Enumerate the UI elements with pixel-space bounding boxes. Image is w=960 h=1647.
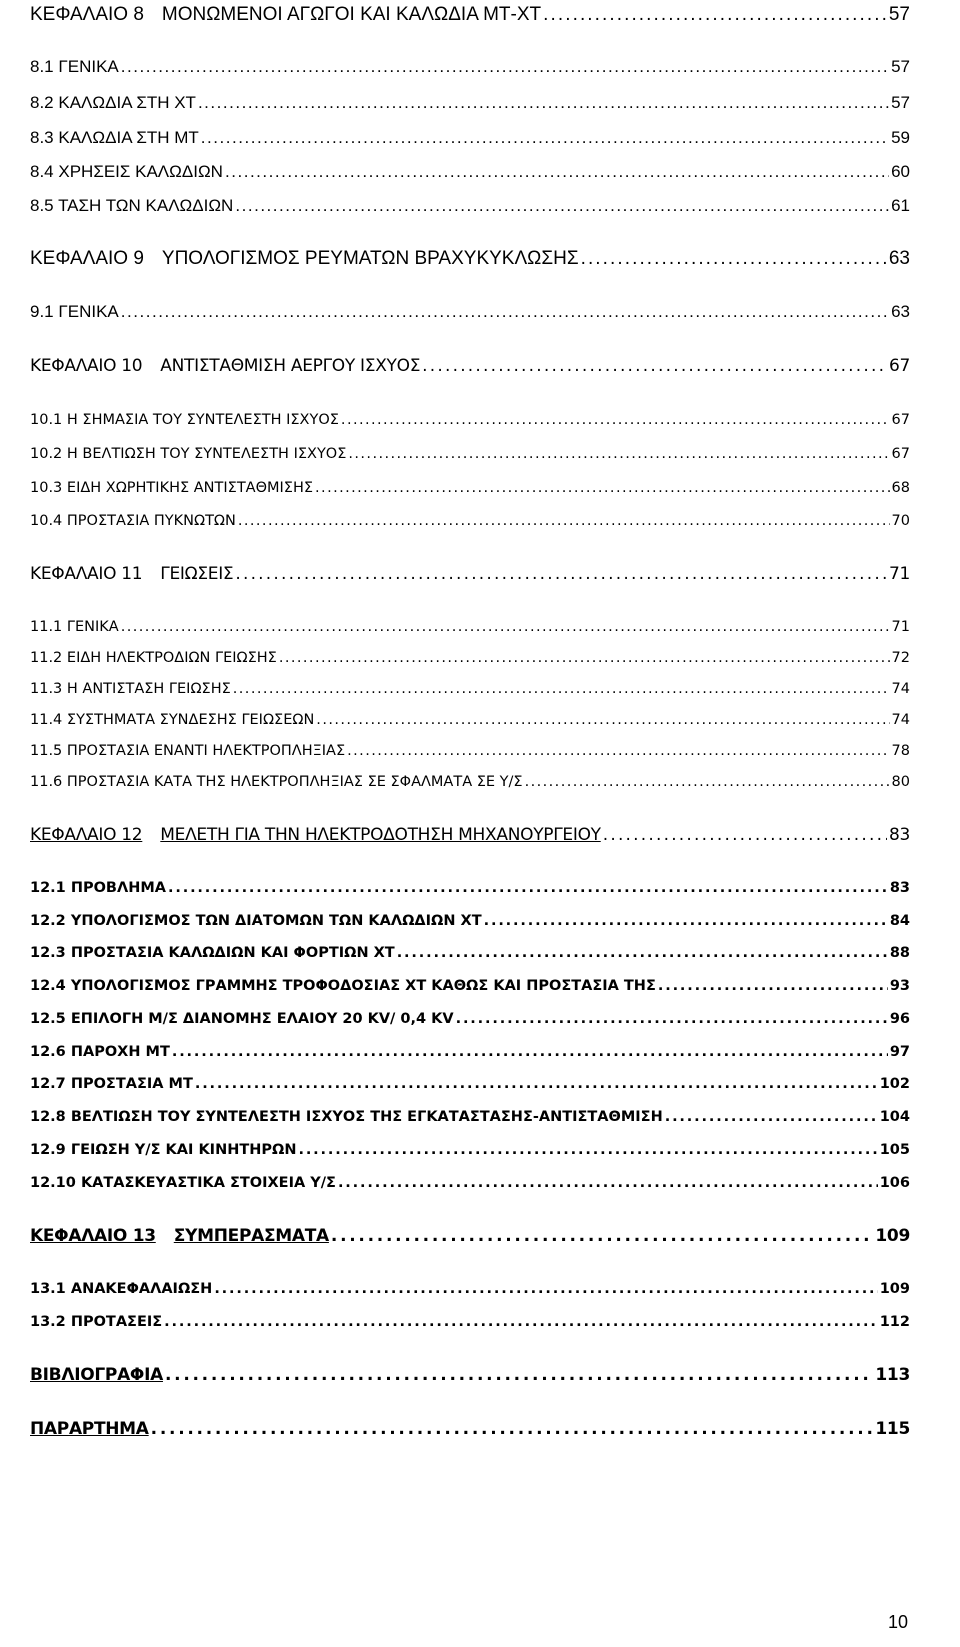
leader-dots	[121, 297, 889, 327]
toc-section-title: ΤΑΣΗ ΤΩΝ ΚΑΛΩΔΙΩΝ	[58, 196, 234, 215]
toc-page-number: 72	[891, 650, 910, 666]
toc-page-number: 67	[888, 356, 910, 376]
toc-section-number: 12.6	[30, 1044, 66, 1060]
toc-section-number: 10.1	[30, 412, 63, 428]
leader-dots	[315, 473, 890, 503]
toc-page-number: 61	[891, 196, 910, 215]
toc-section-number: 11.4	[30, 712, 63, 728]
leader-dots	[164, 1307, 878, 1337]
toc-entry-12-1[interactable]	[30, 873, 910, 903]
leader-dots	[581, 244, 887, 274]
toc-entry-chapter-11[interactable]	[30, 559, 910, 589]
toc-page-number: 63	[888, 248, 910, 269]
toc-entry-10-3[interactable]	[30, 473, 910, 503]
toc-section-number: 12.2	[30, 913, 66, 929]
toc-entry-12-5[interactable]	[30, 1004, 910, 1034]
toc-entry-bibliography[interactable]	[30, 1360, 910, 1390]
leader-dots	[279, 643, 890, 673]
toc-page-number: 70	[891, 513, 910, 529]
toc-page-number: 112	[879, 1314, 910, 1330]
toc-entry-10-2[interactable]	[30, 439, 910, 469]
leader-dots	[298, 1135, 877, 1165]
toc-section-number: 12.5	[30, 1011, 66, 1027]
leader-dots	[348, 439, 889, 469]
toc-page-number: 83	[889, 880, 910, 896]
leader-dots	[168, 873, 888, 903]
toc-entry-11-5[interactable]	[30, 736, 910, 766]
leader-dots	[235, 191, 889, 221]
toc-entry-chapter-9[interactable]	[30, 244, 910, 274]
toc-section-title: Η ΑΝΤΙΣΤΑΣΗ ΓΕΙΩΣΗΣ	[66, 681, 231, 697]
toc-section-title: ΠΑΡΟΧΗ ΜΤ	[70, 1044, 170, 1060]
toc-page-number: 63	[891, 302, 910, 321]
toc-entry-12-9[interactable]	[30, 1135, 910, 1165]
toc-page-number: 71	[888, 564, 910, 584]
toc-chapter-title: ΒΙΒΛΙΟΓΡΑΦΙΑ	[30, 1365, 163, 1385]
toc-section-title: ΚΑΛΩΔΙΑ ΣΤΗ ΧΤ	[58, 93, 196, 112]
toc-chapter-title: ΣΥΜΠΕΡΑΣΜΑΤΑ	[173, 1226, 329, 1246]
toc-entry-12-6[interactable]	[30, 1037, 910, 1067]
toc-page-number: 109	[879, 1281, 910, 1297]
toc-section-title: ΒΕΛΤΙΩΣΗ ΤΟΥ ΣΥΝΤΕΛΕΣΤΗ ΙΣΧΥΟΣ ΤΗΣ ΕΓΚΑΤΑΣΤΑΣΗΣ-ΑΝΤΙΣΤΑΘΜΙΣΗ	[70, 1109, 663, 1125]
toc-section-title: ΓΕΝΙΚΑ	[66, 619, 119, 635]
toc-section-number: 8.3	[30, 128, 54, 147]
toc-section-number: 11.6	[30, 774, 63, 790]
toc-page-number: 88	[889, 945, 910, 961]
toc-page-number: 68	[891, 480, 910, 496]
leader-dots	[484, 906, 888, 936]
leader-dots	[195, 1069, 878, 1099]
leader-dots	[543, 0, 887, 30]
toc-entry-11-4[interactable]	[30, 705, 910, 735]
toc-page-number: 113	[875, 1365, 910, 1385]
toc-entry-12-7[interactable]	[30, 1069, 910, 1099]
toc-entry-chapter-10[interactable]	[30, 351, 910, 381]
toc-section-title: ΚΑΤΑΣΚΕΥΑΣΤΙΚΑ ΣΤΟΙΧΕΙΑ Υ/Σ	[80, 1175, 336, 1191]
leader-dots	[121, 612, 890, 642]
toc-section-number: 10.3	[30, 480, 63, 496]
toc-entry-10-1[interactable]	[30, 405, 910, 435]
toc-section-title: ΧΡΗΣΕΙΣ ΚΑΛΩΔΙΩΝ	[58, 162, 223, 181]
toc-page-number: 97	[889, 1044, 910, 1060]
leader-dots	[225, 157, 889, 187]
toc-section-number: 11.3	[30, 681, 63, 697]
toc-section-title: ΣΥΣΤΗΜΑΤΑ ΣΥΝΔΕΣΗΣ ΓΕΙΩΣΕΩΝ	[66, 712, 315, 728]
toc-entry-12-2[interactable]	[30, 906, 910, 936]
toc-section-title: ΓΕΙΩΣΗ Υ/Σ ΚΑΙ ΚΙΝΗΤΗΡΩΝ	[70, 1142, 297, 1158]
toc-page-number: 78	[891, 743, 910, 759]
toc-page-number: 80	[891, 774, 910, 790]
toc-page-number: 59	[891, 128, 910, 147]
toc-page-number: 67	[891, 446, 910, 462]
leader-dots	[658, 971, 888, 1001]
toc-section-title: ΑΝΑΚΕΦΑΛΑΙΩΣΗ	[70, 1281, 213, 1297]
toc-section-number: 11.5	[30, 743, 63, 759]
toc-chapter-title: ΑΝΤΙΣΤΑΘΜΙΣΗ ΑΕΡΓΟΥ ΙΣΧΥΟΣ	[160, 356, 421, 376]
toc-section-number: 8.4	[30, 162, 54, 181]
toc-section-title: ΠΡΟΣΤΑΣΙΑ ΜΤ	[70, 1076, 193, 1092]
toc-page-number: 57	[891, 57, 910, 76]
leader-dots	[525, 767, 890, 797]
toc-page-number: 60	[891, 162, 910, 181]
toc-page-number: 102	[879, 1076, 910, 1092]
toc-page-number: 57	[888, 4, 910, 25]
toc-entry-8-3[interactable]	[30, 123, 910, 153]
toc-section-title: ΓΕΝΙΚΑ	[58, 302, 119, 321]
toc-chapter-number: ΚΕΦΑΛΑΙΟ 13	[30, 1226, 156, 1246]
toc-entry-chapter-8[interactable]	[30, 0, 910, 30]
leader-dots	[214, 1274, 877, 1304]
toc-section-title: ΠΡΟΒΛΗΜΑ	[70, 880, 166, 896]
toc-page-number: 71	[891, 619, 910, 635]
toc-chapter-number: ΚΕΦΑΛΑΙΟ 8	[30, 4, 144, 25]
toc-entry-appendix[interactable]	[30, 1414, 910, 1444]
toc-entry-11-1[interactable]	[30, 612, 910, 642]
toc-section-title: ΕΙΔΗ ΧΩΡΗΤΙΚΗΣ ΑΝΤΙΣΤΑΘΜΙΣΗΣ	[66, 480, 314, 496]
toc-page-number: 74	[891, 712, 910, 728]
toc-page-number: 93	[889, 978, 910, 994]
toc-page-number: 104	[879, 1109, 910, 1125]
toc-section-number: 12.9	[30, 1142, 66, 1158]
toc-section-number: 11.2	[30, 650, 63, 666]
toc-chapter-number: ΚΕΦΑΛΑΙΟ 9	[30, 248, 144, 269]
toc-section-number: 8.2	[30, 93, 54, 112]
toc-page-number: 109	[875, 1226, 910, 1246]
leader-dots	[238, 506, 890, 536]
toc-entry-8-2[interactable]	[30, 88, 910, 118]
toc-entry-chapter-13[interactable]	[30, 1221, 910, 1251]
toc-page-number: 105	[879, 1142, 910, 1158]
toc-section-number: 12.1	[30, 880, 66, 896]
leader-dots	[331, 1221, 874, 1251]
toc-entry-8-1[interactable]	[30, 52, 910, 82]
toc-section-number: 8.1	[30, 57, 54, 76]
toc-section-title: ΥΠΟΛΟΓΙΣΜΟΣ ΤΩΝ ΔΙΑΤΟΜΩΝ ΤΩΝ ΚΑΛΩΔΙΩΝ ΧΤ	[70, 913, 482, 929]
leader-dots	[172, 1037, 888, 1067]
leader-dots	[316, 705, 889, 735]
leader-dots	[198, 88, 889, 118]
toc-entry-12-3[interactable]	[30, 938, 910, 968]
leader-dots	[235, 559, 887, 589]
toc-entry-11-3[interactable]	[30, 674, 910, 704]
toc-entry-11-6[interactable]	[30, 767, 910, 797]
toc-page-number: 83	[888, 825, 910, 845]
toc-chapter-title: ΠΑΡΑΡΤΗΜΑ	[30, 1419, 149, 1439]
toc-entry-9-1[interactable]	[30, 297, 910, 327]
leader-dots	[397, 938, 888, 968]
leader-dots	[603, 820, 887, 850]
toc-section-number: 13.1	[30, 1281, 66, 1297]
leader-dots	[338, 1168, 878, 1198]
leader-dots	[665, 1102, 878, 1132]
toc-section-title: ΕΙΔΗ ΗΛΕΚΤΡΟΔΙΩΝ ΓΕΙΩΣΗΣ	[66, 650, 277, 666]
toc-section-title: ΠΡΟΤΑΣΕΙΣ	[70, 1314, 163, 1330]
leader-dots	[422, 351, 887, 381]
toc-section-number: 10.4	[30, 513, 63, 529]
toc-page-number: 106	[879, 1175, 910, 1191]
leader-dots	[456, 1004, 888, 1034]
toc-page-number: 96	[889, 1011, 910, 1027]
toc-section-title: ΠΡΟΣΤΑΣΙΑ ΠΥΚΝΩΤΩΝ	[66, 513, 236, 529]
leader-dots	[151, 1414, 874, 1444]
toc-section-title: Η ΣΗΜΑΣΙΑ ΤΟΥ ΣΥΝΤΕΛΕΣΤΗ ΙΣΧΥΟΣ	[66, 412, 339, 428]
toc-chapter-title: ΜΕΛΕΤΗ ΓΙΑ ΤΗΝ ΗΛΕΚΤΡΟΔΟΤΗΣΗ ΜΗΧΑΝΟΥΡΓΕΙΟΥ	[160, 825, 601, 845]
toc-section-number: 12.3	[30, 945, 66, 961]
toc-section-title: ΠΡΟΣΤΑΣΙΑ ΕΝΑΝΤΙ ΗΛΕΚΤΡΟΠΛΗΞΙΑΣ	[66, 743, 346, 759]
leader-dots	[233, 674, 890, 704]
toc-section-number: 10.2	[30, 446, 63, 462]
leader-dots	[165, 1360, 873, 1390]
toc-section-title: ΚΑΛΩΔΙΑ ΣΤΗ ΜΤ	[58, 128, 199, 147]
toc-page-number: 57	[891, 93, 910, 112]
toc-entry-12-8[interactable]	[30, 1102, 910, 1132]
toc-section-title: ΠΡΟΣΤΑΣΙΑ ΚΑΤΑ ΤΗΣ ΗΛΕΚΤΡΟΠΛΗΞΙΑΣ ΣΕ ΣΦΑΛΜΑΤΑ ΣΕ Υ/Σ	[66, 774, 523, 790]
toc-section-number: 11.1	[30, 619, 63, 635]
page-number: 10	[887, 1612, 908, 1632]
toc-section-number: 12.4	[30, 978, 66, 994]
toc-section-number: 9.1	[30, 302, 54, 321]
toc-section-title: Η ΒΕΛΤΙΩΣΗ ΤΟΥ ΣΥΝΤΕΛΕΣΤΗ ΙΣΧΥΟΣ	[66, 446, 347, 462]
toc-entry-8-4[interactable]	[30, 157, 910, 187]
toc-entry-13-2[interactable]	[30, 1307, 910, 1337]
leader-dots	[201, 123, 889, 153]
toc-entry-8-5[interactable]	[30, 191, 910, 221]
toc-chapter-title: ΜΟΝΩΜΕΝΟΙ ΑΓΩΓΟΙ ΚΑΙ ΚΑΛΩΔΙΑ ΜΤ-ΧΤ	[161, 4, 542, 25]
toc-chapter-title: ΓΕΙΩΣΕΙΣ	[160, 564, 234, 584]
toc-page-number: 67	[891, 412, 910, 428]
toc-chapter-number: ΚΕΦΑΛΑΙΟ 10	[30, 356, 143, 376]
toc-section-title: ΥΠΟΛΟΓΙΣΜΟΣ ΓΡΑΜΜΗΣ ΤΡΟΦΟΔΟΣΙΑΣ ΧΤ ΚΑΘΩΣ ΚΑΙ ΠΡΟΣΤΑΣΙΑ ΤΗΣ	[70, 978, 656, 994]
toc-section-number: 12.10	[30, 1175, 76, 1191]
toc-chapter-number: ΚΕΦΑΛΑΙΟ 12	[30, 825, 143, 845]
leader-dots	[341, 405, 890, 435]
toc-section-title: ΕΠΙΛΟΓΗ Μ/Σ ΔΙΑΝΟΜΗΣ ΕΛΑΙΟΥ 20 KV/ 0,4 KV	[70, 1011, 454, 1027]
toc-chapter-title: ΥΠΟΛΟΓΙΣΜΟΣ ΡΕΥΜΑΤΩΝ ΒΡΑΧΥΚΥΚΛΩΣΗΣ	[161, 248, 579, 269]
toc-page-number: 84	[889, 913, 910, 929]
toc-section-number: 12.7	[30, 1076, 66, 1092]
toc-section-number: 13.2	[30, 1314, 66, 1330]
toc-section-number: 12.8	[30, 1109, 66, 1125]
toc-chapter-number: ΚΕΦΑΛΑΙΟ 11	[30, 564, 143, 584]
toc-entry-12-10[interactable]	[30, 1168, 910, 1198]
toc-page-number: 115	[875, 1419, 910, 1439]
toc-section-title: ΓΕΝΙΚΑ	[58, 57, 119, 76]
toc-entry-chapter-12[interactable]	[30, 820, 910, 850]
toc-entry-12-4[interactable]	[30, 971, 910, 1001]
leader-dots	[347, 736, 889, 766]
toc-page-number: 74	[891, 681, 910, 697]
toc-entry-13-1[interactable]	[30, 1274, 910, 1304]
leader-dots	[121, 52, 889, 82]
toc-section-title: ΠΡΟΣΤΑΣΙΑ ΚΑΛΩΔΙΩΝ ΚΑΙ ΦΟΡΤΙΩΝ ΧΤ	[70, 945, 395, 961]
toc-entry-10-4[interactable]	[30, 506, 910, 536]
toc-entry-11-2[interactable]	[30, 643, 910, 673]
toc-section-number: 8.5	[30, 196, 54, 215]
